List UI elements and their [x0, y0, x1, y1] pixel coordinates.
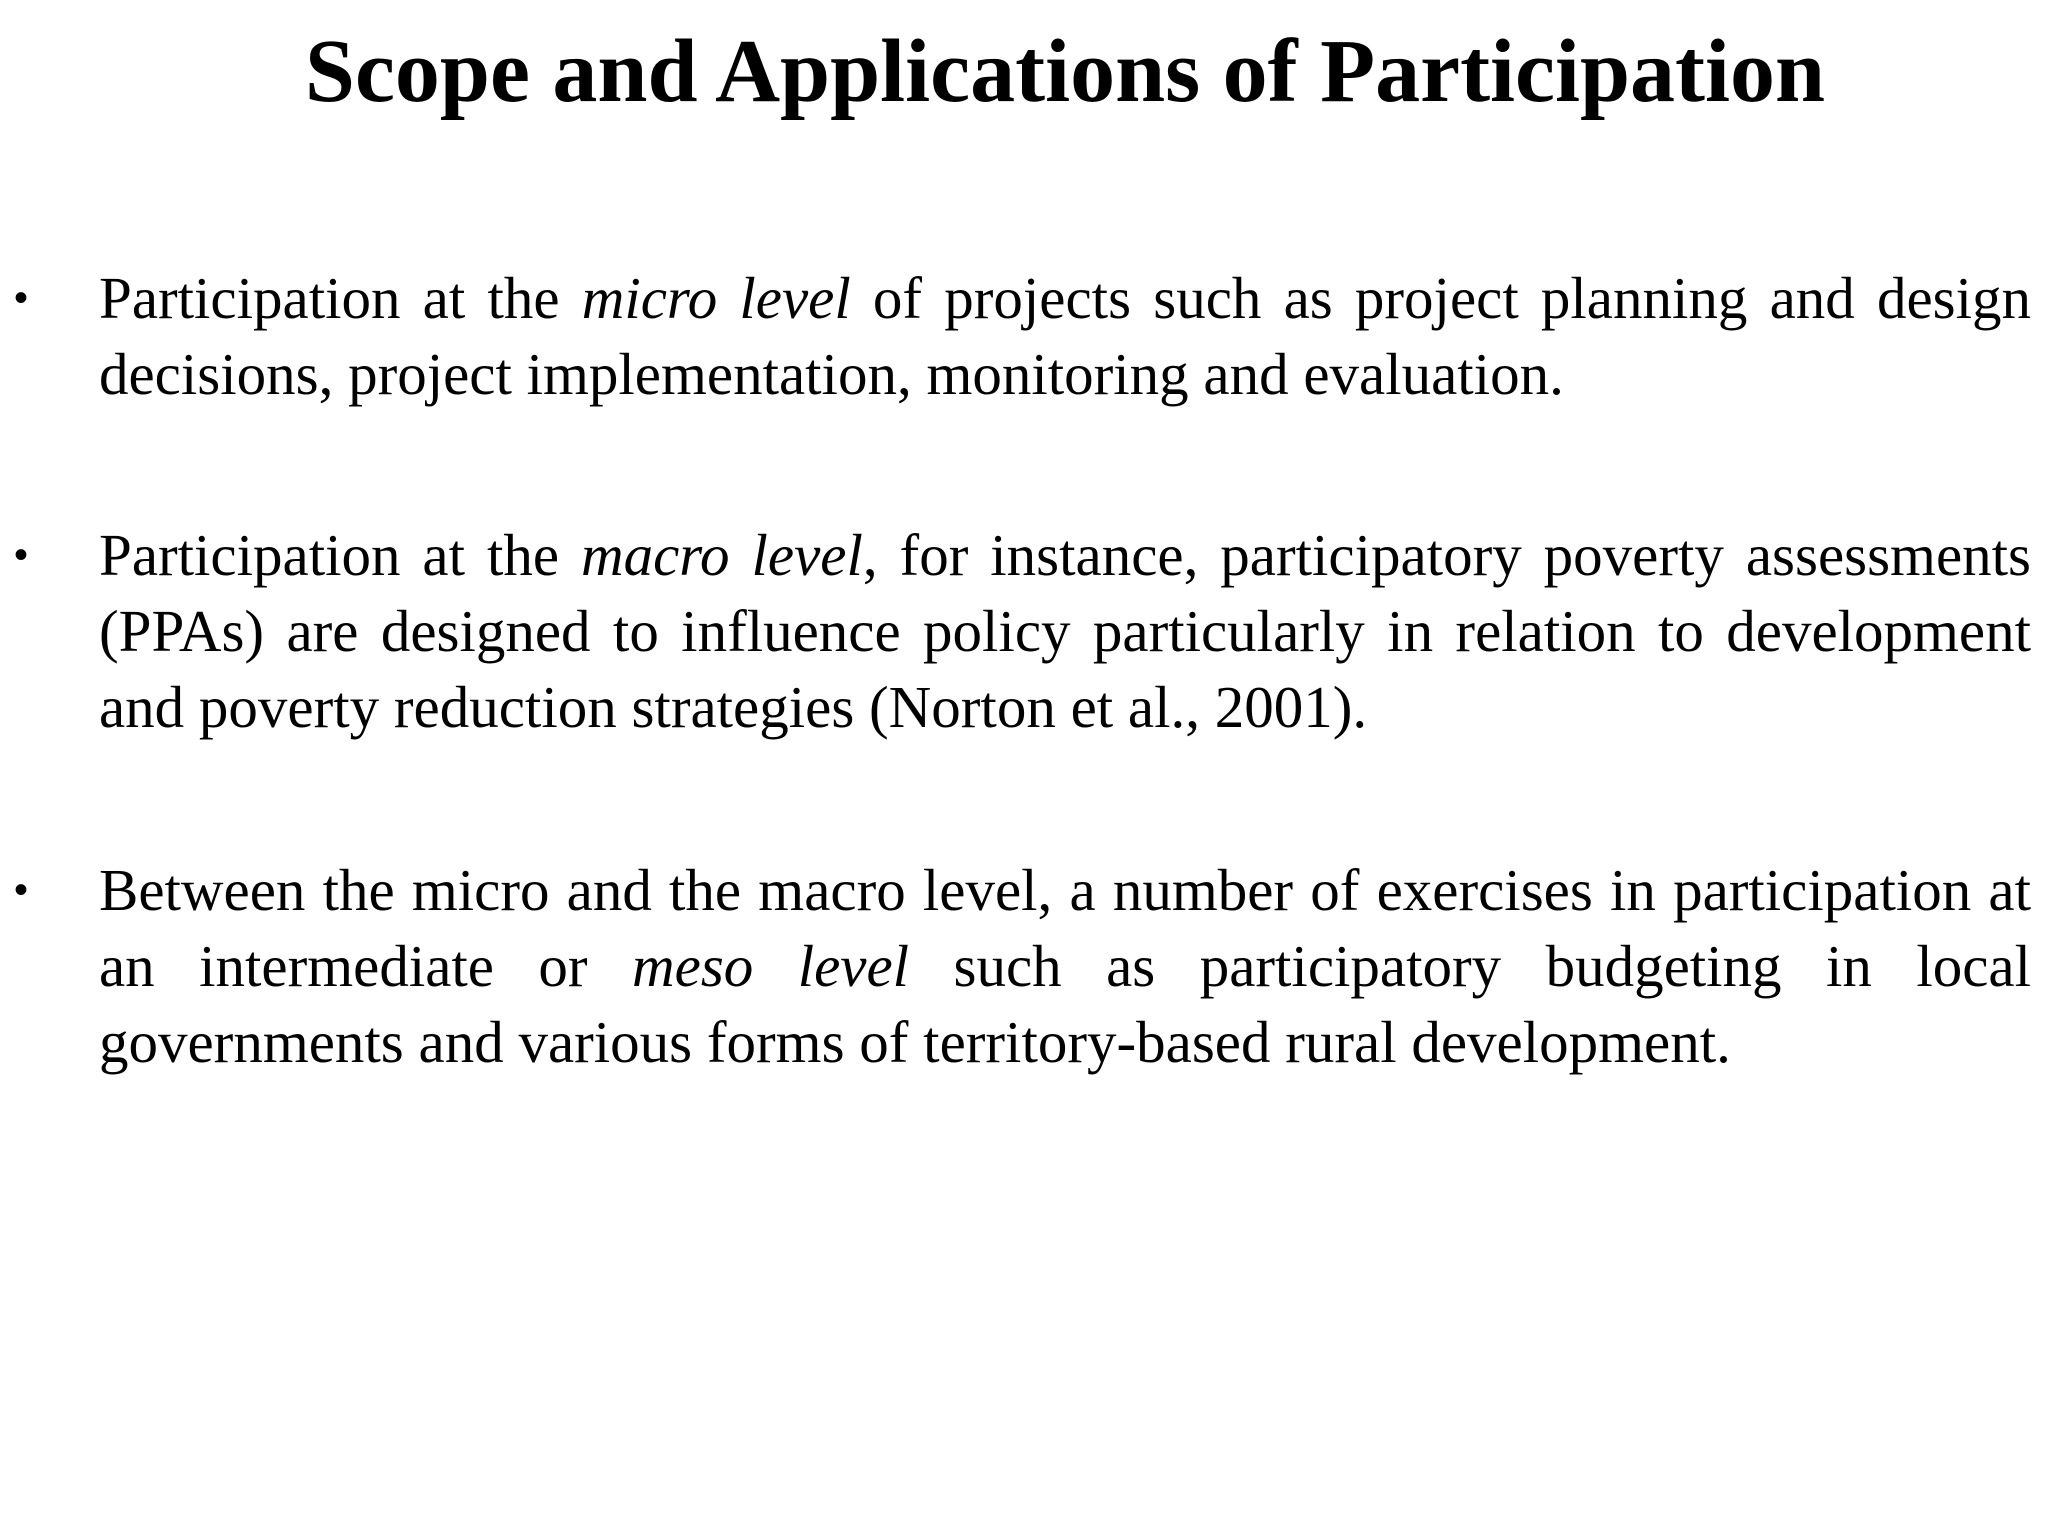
bullet-text-segment: Participation at the [99, 522, 581, 588]
bullet-icon: • [14, 533, 29, 577]
bullet-text [99, 517, 2031, 745]
bullet-text [99, 852, 2031, 1080]
bullet-text-segment: such as participatory budgeting in local governments and various forms of territory-based rural development. [99, 933, 2031, 1075]
bullet-icon: • [14, 276, 29, 320]
bullet-text-segment: of projects such as project planning and design decisions, project implementation, monitoring and evaluation. [99, 265, 2031, 407]
emphasis-term: micro level [581, 265, 851, 331]
bullet-text-segment: Participation at the [99, 265, 582, 331]
slide-title: Scope and Applications of Participation [304, 22, 1826, 121]
bullet-text [99, 260, 2031, 412]
bullet-icon: • [14, 868, 29, 912]
bullet-text-segment: Between the micro and the macro level, a number of exercises in participation at an intermediate or [99, 857, 2031, 999]
bullet-text-segment: , for instance, participatory poverty assessments (PPAs) are designed to influence policy particularly in relation to development and poverty reduction strategies (Norton et al., 2001). [99, 522, 2031, 740]
emphasis-term: macro level [580, 522, 863, 588]
emphasis-term: meso level [632, 933, 910, 999]
